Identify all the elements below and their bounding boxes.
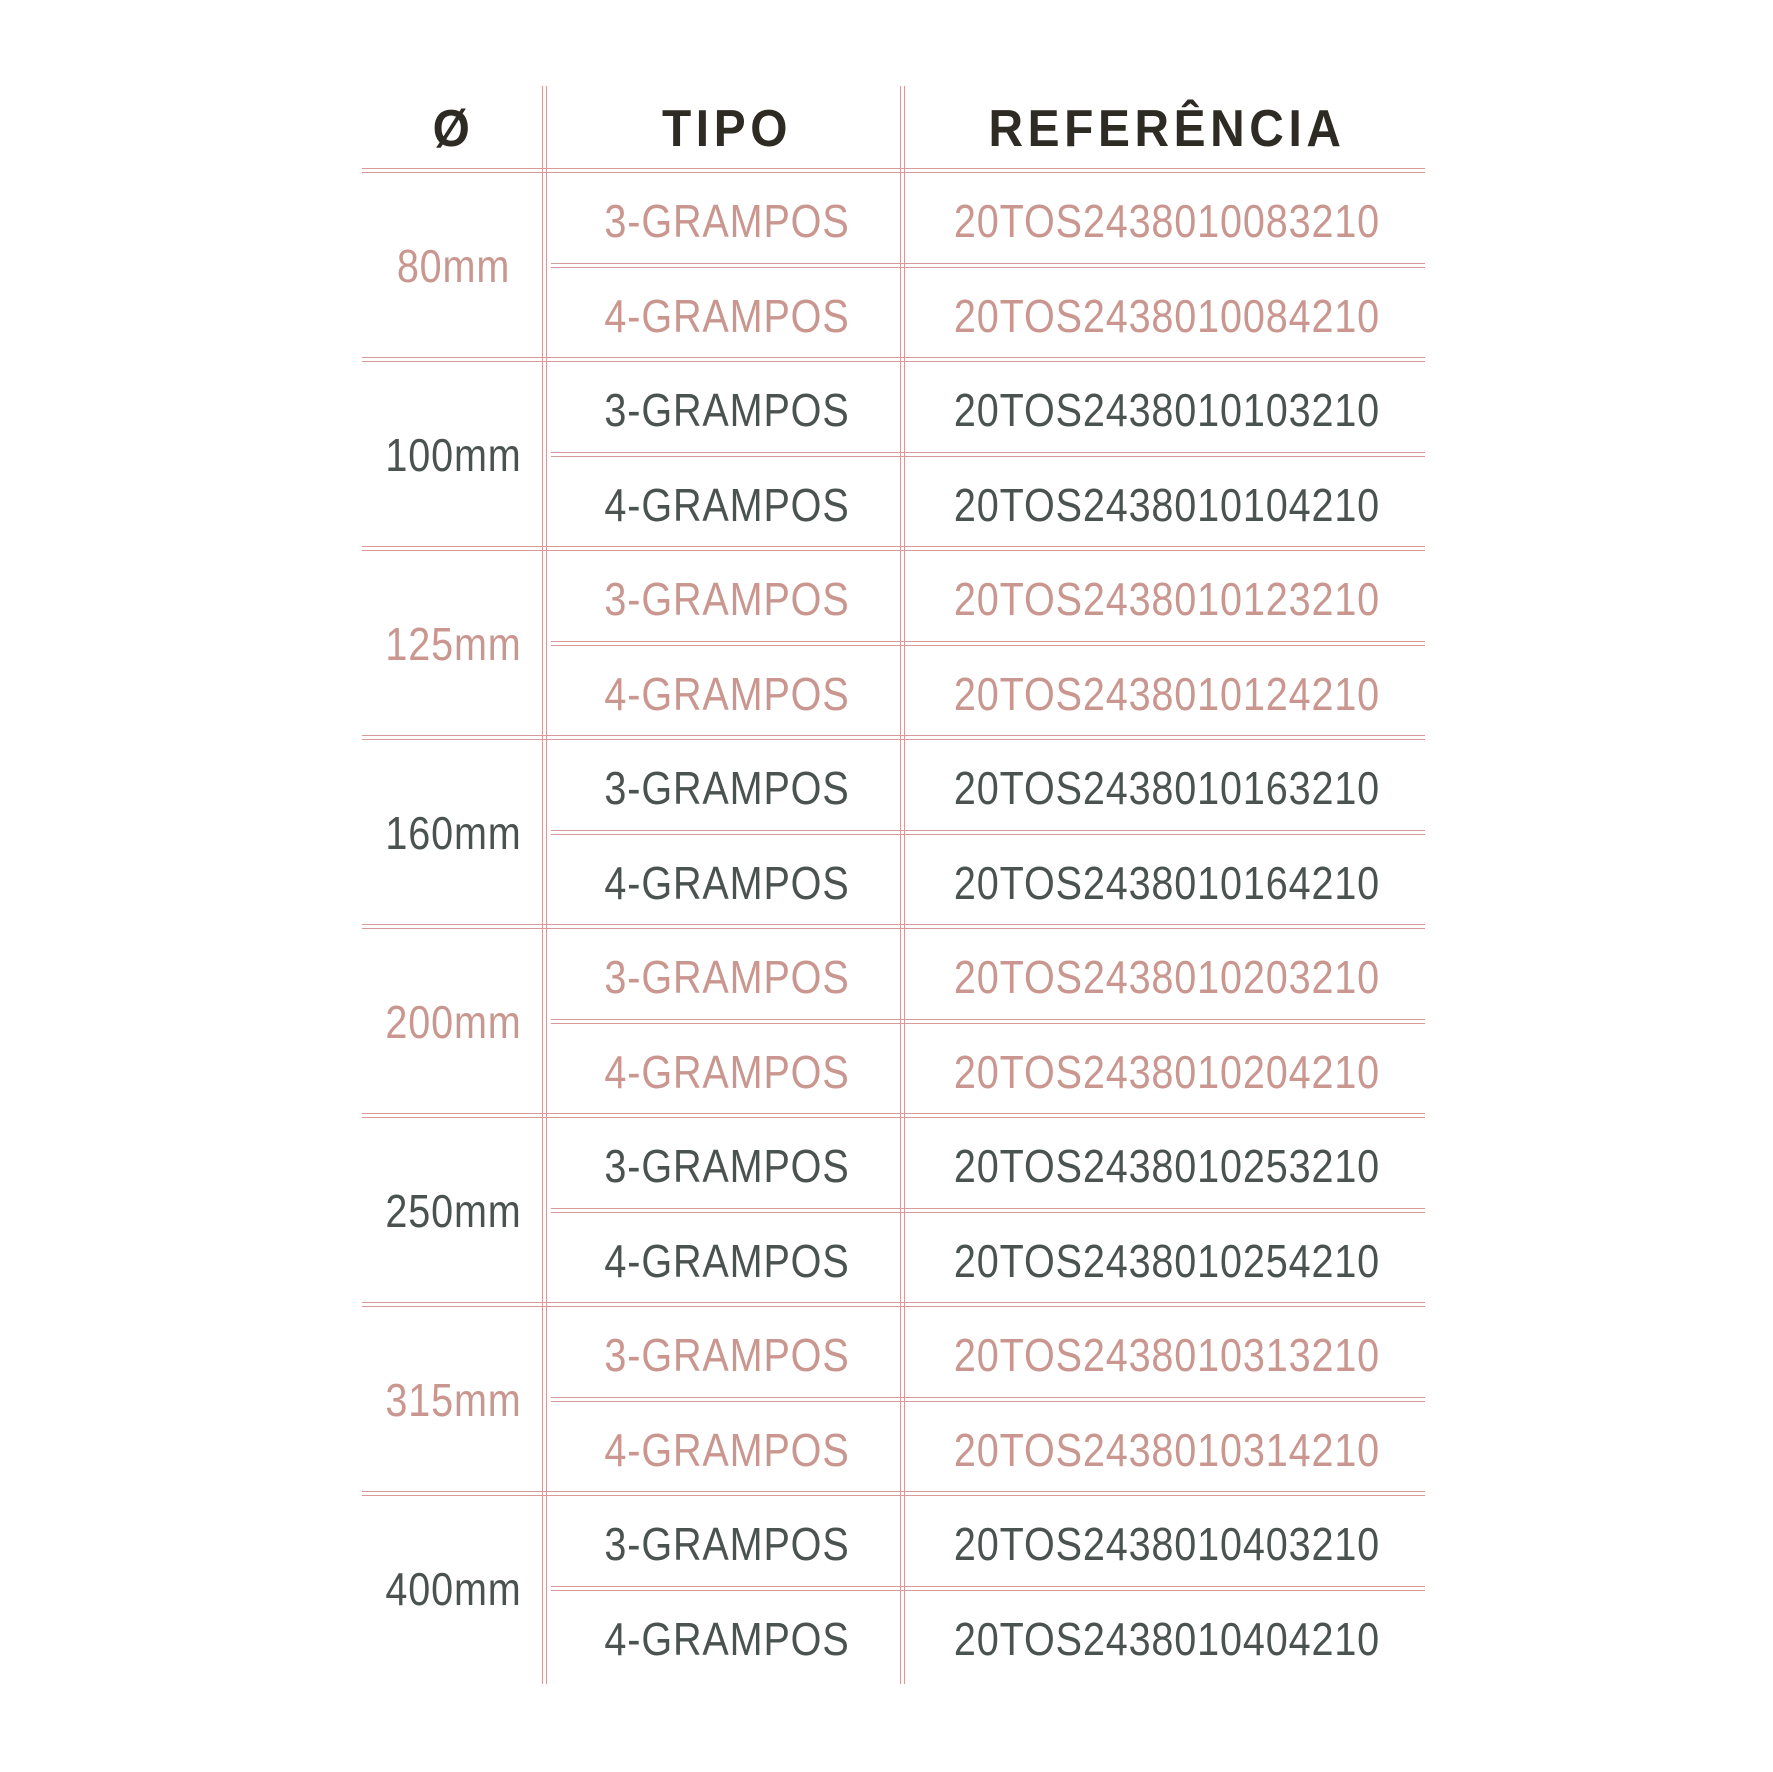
- reference-cell: 20TOS2438010204210: [953, 1045, 1381, 1098]
- row-divider: [551, 263, 1425, 268]
- reference-cell: 20TOS2438010164210: [953, 856, 1381, 909]
- header-diameter: Ø: [432, 99, 475, 158]
- diameter-cell: 125mm: [385, 617, 522, 670]
- type-cell: 3-GRAMPOS: [604, 195, 850, 248]
- type-cell: 4-GRAMPOS: [604, 667, 850, 720]
- reference-cell: 20TOS2438010104210: [953, 478, 1381, 531]
- row-divider: [551, 1208, 1425, 1213]
- type-cell: 3-GRAMPOS: [604, 1329, 850, 1382]
- column-divider: [900, 86, 905, 1684]
- reference-cell: 20TOS2438010404210: [953, 1612, 1381, 1665]
- row-divider: [551, 1019, 1425, 1024]
- row-divider: [551, 1586, 1425, 1591]
- type-cell: 4-GRAMPOS: [604, 856, 850, 909]
- reference-table: [362, 86, 1425, 1684]
- diameter-cell: 400mm: [385, 1562, 522, 1615]
- row-divider: [551, 452, 1425, 457]
- type-cell: 3-GRAMPOS: [604, 1140, 850, 1193]
- type-cell: 4-GRAMPOS: [604, 478, 850, 531]
- type-cell: 4-GRAMPOS: [604, 289, 850, 342]
- type-cell: 3-GRAMPOS: [604, 1518, 850, 1571]
- reference-cell: 20TOS2438010254210: [953, 1234, 1381, 1287]
- reference-cell: 20TOS2438010103210: [953, 384, 1381, 437]
- reference-cell: 20TOS2438010253210: [953, 1140, 1381, 1193]
- type-cell: 3-GRAMPOS: [604, 951, 850, 1004]
- type-cell: 3-GRAMPOS: [604, 762, 850, 815]
- type-cell: 4-GRAMPOS: [604, 1045, 850, 1098]
- header-type: TIPO: [661, 99, 793, 158]
- reference-cell: 20TOS2438010084210: [953, 289, 1381, 342]
- row-divider: [551, 641, 1425, 646]
- reference-cell: 20TOS2438010203210: [953, 951, 1381, 1004]
- diameter-cell: 80mm: [396, 239, 511, 292]
- diameter-cell: 100mm: [385, 428, 522, 481]
- reference-cell: 20TOS2438010124210: [953, 667, 1381, 720]
- reference-cell: 20TOS2438010403210: [953, 1518, 1381, 1571]
- type-cell: 4-GRAMPOS: [604, 1423, 850, 1476]
- diameter-cell: 250mm: [385, 1184, 522, 1237]
- reference-cell: 20TOS2438010313210: [953, 1329, 1381, 1382]
- row-divider: [551, 830, 1425, 835]
- type-cell: 3-GRAMPOS: [604, 573, 850, 626]
- header-reference: REFERÊNCIA: [988, 99, 1346, 158]
- diameter-cell: 160mm: [385, 806, 522, 859]
- reference-cell: 20TOS2438010314210: [953, 1423, 1381, 1476]
- type-cell: 4-GRAMPOS: [604, 1234, 850, 1287]
- column-divider: [542, 86, 547, 1684]
- reference-cell: 20TOS2438010123210: [953, 573, 1381, 626]
- diameter-cell: 315mm: [385, 1373, 522, 1426]
- reference-cell: 20TOS2438010163210: [953, 762, 1381, 815]
- diameter-cell: 200mm: [385, 995, 522, 1048]
- row-divider: [551, 1397, 1425, 1402]
- reference-cell: 20TOS2438010083210: [953, 195, 1381, 248]
- type-cell: 3-GRAMPOS: [604, 384, 850, 437]
- type-cell: 4-GRAMPOS: [604, 1612, 850, 1665]
